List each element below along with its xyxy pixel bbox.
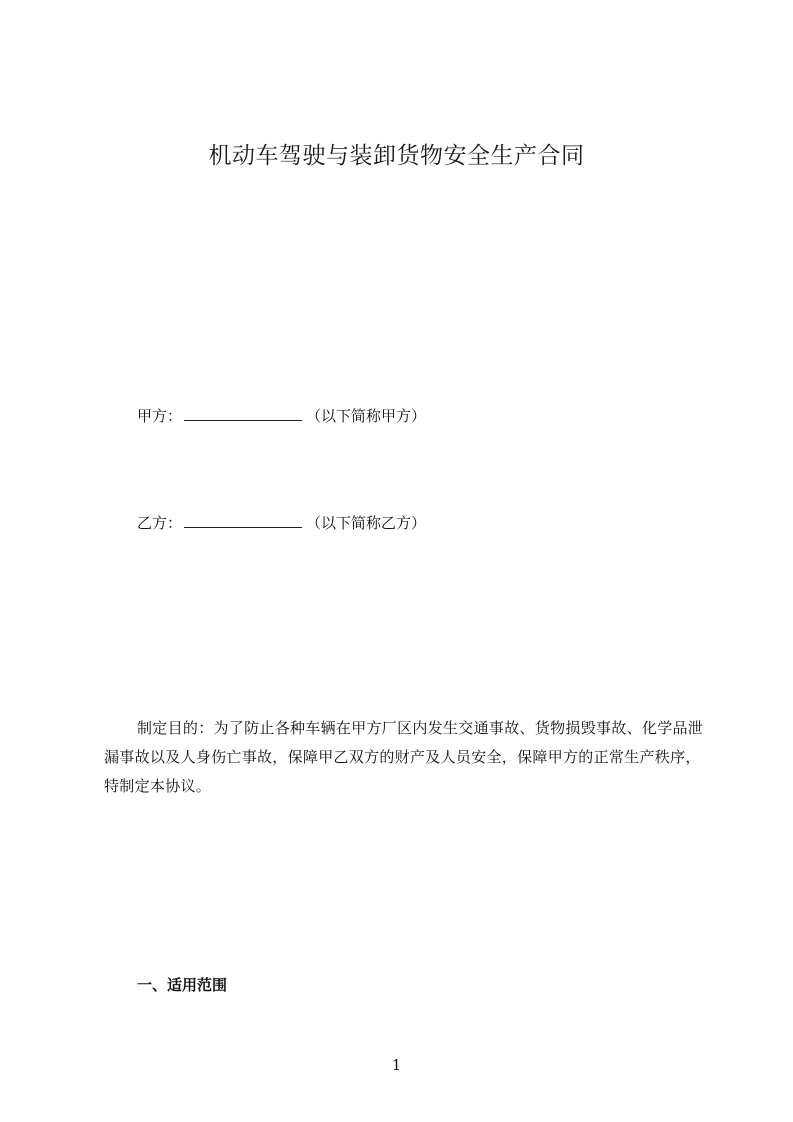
party-a-blank-field[interactable]	[184, 406, 302, 421]
party-a-line	[137, 405, 426, 427]
party-b-label: 乙方：	[137, 514, 183, 532]
party-a-label: 甲方：	[137, 407, 183, 425]
document-title: 机动车驾驶与装卸货物安全生产合同	[208, 143, 585, 169]
party-b-line	[137, 512, 426, 534]
party-b-blank-field[interactable]	[184, 513, 302, 528]
party-b-suffix: （以下简称乙方）	[306, 514, 427, 532]
purpose-paragraph: 制定目的：为了防止各种车辆在甲方厂区内发生交通事故、货物损毁事故、化学品泄漏事故以及人身伤亡事故，保障甲乙双方的财产及人员安全，保障甲方的正常生产秩序，特制定本协议。	[104, 719, 704, 795]
page-number: 1	[391, 1056, 402, 1074]
section-heading-scope: 一、适用范围	[137, 976, 228, 994]
party-a-suffix: （以下简称甲方）	[306, 407, 427, 425]
